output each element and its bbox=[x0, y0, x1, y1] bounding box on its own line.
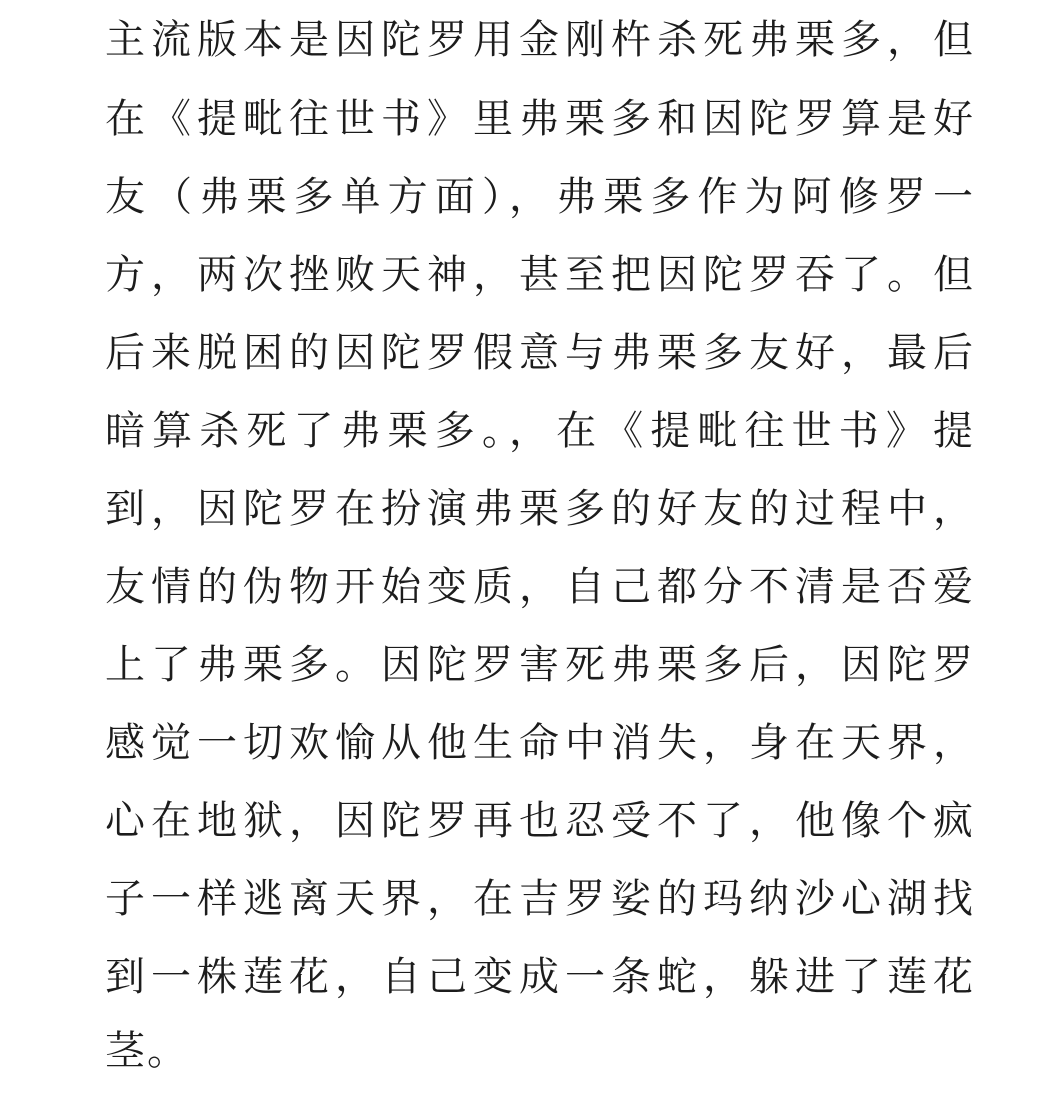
text-line-14: 茎。 bbox=[105, 1028, 189, 1074]
text-line-3: 友（弗栗多单方面），弗栗多作为阿修罗一 bbox=[105, 174, 975, 220]
text-line-4: 方，两次挫败天神，甚至把因陀罗吞了。但 bbox=[105, 252, 975, 298]
text-line-13: 到一株莲花，自己变成一条蛇，躲进了莲花 bbox=[105, 954, 975, 1000]
text-line-6: 暗算杀死了弗栗多。，在《提毗往世书》提 bbox=[105, 408, 975, 454]
text-line-5: 后来脱困的因陀罗假意与弗栗多友好，最后 bbox=[105, 330, 975, 376]
text-line-7: 到，因陀罗在扮演弗栗多的好友的过程中， bbox=[105, 486, 975, 532]
text-line-12: 子一样逃离天界，在吉罗娑的玛纳沙心湖找 bbox=[105, 876, 975, 922]
text-line-9: 上了弗栗多。因陀罗害死弗栗多后，因陀罗 bbox=[105, 642, 975, 688]
text-line-8: 友情的伪物开始变质，自己都分不清是否爱 bbox=[105, 564, 975, 610]
text-line-1: 主流版本是因陀罗用金刚杵杀死弗栗多，但 bbox=[105, 17, 975, 63]
text-line-11: 心在地狱，因陀罗再也忍受不了，他像个疯 bbox=[105, 798, 975, 844]
text-line-10: 感觉一切欢愉从他生命中消失，身在天界， bbox=[105, 720, 975, 766]
text-line-2: 在《提毗往世书》里弗栗多和因陀罗算是好 bbox=[105, 96, 975, 142]
